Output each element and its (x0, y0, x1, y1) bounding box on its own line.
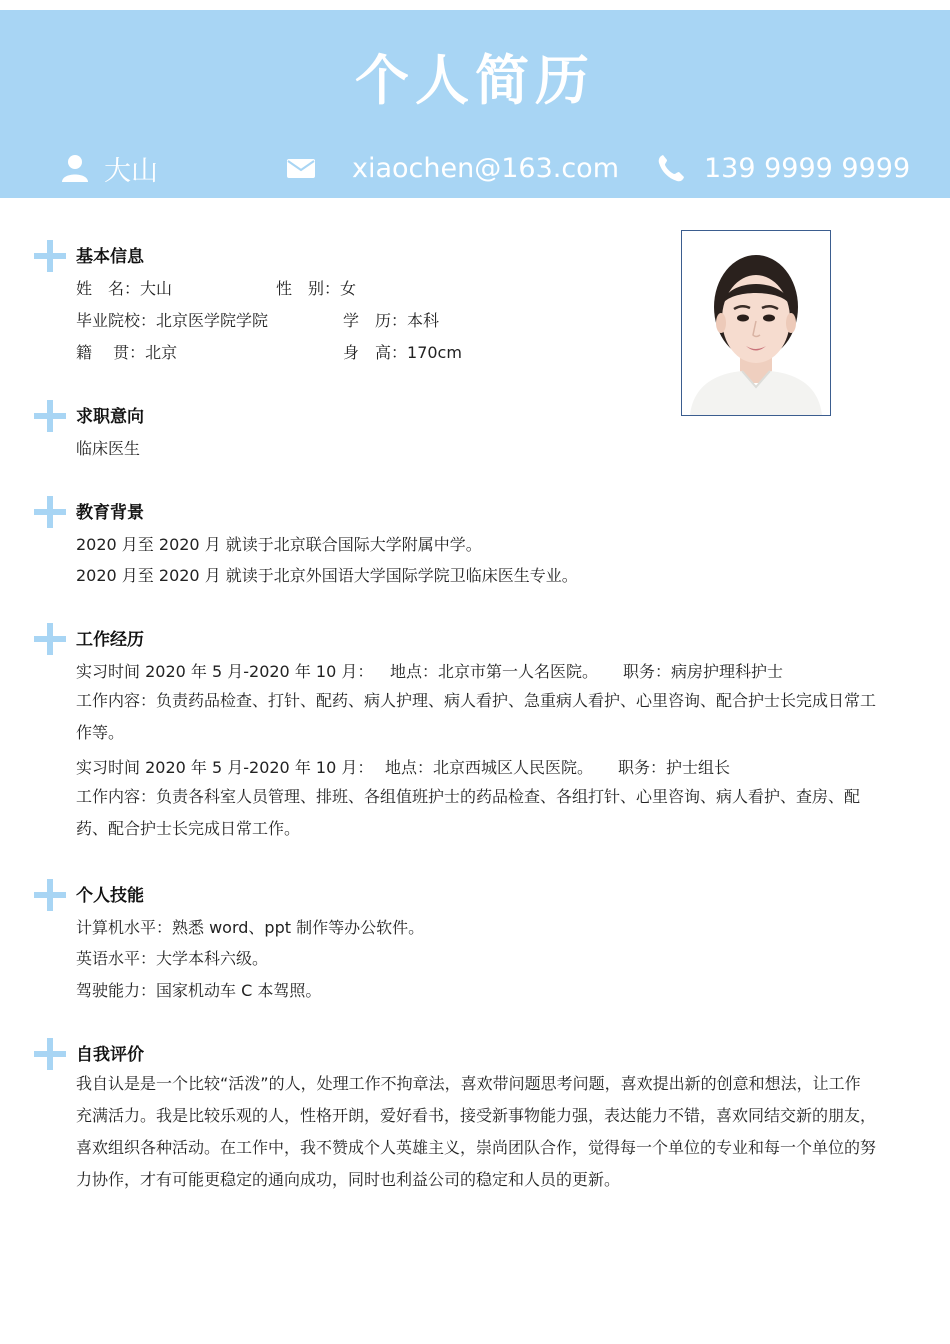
self-evaluation-text: 我自认是是一个比较“活泼”的人，处理工作不拘章法，喜欢带问题思考问题，喜欢提出新的创意和想法，让工作充满活力。我是比较乐观的人，性格开朗，爱好看书，接受新事物能力强，表达能力不错，喜欢同结交新的朋友，喜欢组织各种活动。在工作中，我不赞成个人英雄主义，崇尚团队合作，觉得每一个单位的专业和每一个单位的努力协作，才有可能更稳定的通向成功，同时也利益公司的稳定和人员的更新。 (76, 1074, 877, 1189)
job-place: 地点：北京市第一人名医院。 (390, 662, 599, 681)
job-content: 工作内容：负责药品检查、打针、配药、病人护理、病人看护、急重病人看护、心里咨询、配合护士长完成日常工作等。 (76, 691, 877, 742)
origin-value: 北京 (145, 343, 178, 362)
intent-value: 临床医生 (76, 439, 141, 458)
origin-label: 籍 贯： (76, 343, 146, 362)
education-line: 2020 月至 2020 月 就读于北京外国语大学国际学院卫临床医生专业。 (76, 566, 578, 585)
plus-icon (34, 879, 66, 911)
contact-name-text: 大山 (104, 155, 158, 187)
job-role: 职务：病房护理科护士 (623, 662, 784, 681)
school-value: 北京医学院学院 (156, 311, 269, 330)
mail-icon (286, 153, 316, 183)
plus-icon (34, 623, 66, 655)
contact-phone (656, 148, 910, 188)
gender-value: 女 (340, 279, 357, 298)
plus-icon (34, 240, 66, 272)
portrait-image (682, 231, 830, 415)
job-place: 地点：北京西城区人民医院。 (385, 758, 594, 777)
plus-icon (34, 496, 66, 528)
height-row (343, 340, 462, 363)
contact-name (60, 148, 158, 188)
name-label: 姓 名： (76, 279, 141, 298)
contact-email-text[interactable]: xiaochen@163.com (352, 152, 620, 184)
origin-row (76, 340, 177, 363)
section-title: 求职意向 (76, 407, 144, 427)
section-title: 教育背景 (76, 503, 144, 523)
gender-row (276, 276, 356, 299)
skill-line: 计算机水平：熟悉 word、ppt 制作等办公软件。 (76, 918, 425, 937)
plus-icon (34, 400, 66, 432)
height-value: 170cm (407, 343, 462, 362)
degree-value: 本科 (407, 311, 440, 330)
height-label: 身 高： (343, 343, 408, 362)
contact-phone-text[interactable]: 139 9999 9999 (704, 152, 911, 184)
job-content: 工作内容：负责各科室人员管理、排班、各组值班护士的药品检查、各组打针、心里咨询、病人看护、查房、配药、配合护士长完成日常工作。 (76, 787, 861, 838)
section-title: 工作经历 (76, 630, 144, 650)
job-period: 实习时间 2020 年 5 月-2020 年 10 月： (76, 758, 374, 777)
school-label: 毕业院校： (76, 311, 157, 330)
user-icon (60, 153, 90, 183)
page-title: 个人简历 (355, 48, 595, 112)
section-title: 基本信息 (76, 247, 144, 267)
gender-label: 性 别： (276, 279, 341, 298)
section-title: 自我评价 (76, 1045, 144, 1065)
contact-email (286, 148, 619, 188)
school-row (76, 308, 268, 331)
skill-line: 英语水平：大学本科六级。 (76, 949, 269, 968)
phone-icon (656, 153, 686, 183)
degree-label: 学 历： (343, 311, 408, 330)
name-row (76, 276, 172, 299)
header-banner (0, 10, 950, 198)
education-line: 2020 月至 2020 月 就读于北京联合国际大学附属中学。 (76, 535, 482, 554)
degree-row (343, 308, 439, 331)
skill-line: 驾驶能力：国家机动车 C 本驾照。 (76, 981, 322, 1000)
name-value: 大山 (140, 279, 173, 298)
plus-icon (34, 1038, 66, 1070)
job-role: 职务：护士组长 (618, 758, 731, 777)
section-title: 个人技能 (76, 886, 144, 906)
job-period: 实习时间 2020 年 5 月-2020 年 10 月： (76, 662, 374, 681)
profile-photo (681, 230, 831, 416)
